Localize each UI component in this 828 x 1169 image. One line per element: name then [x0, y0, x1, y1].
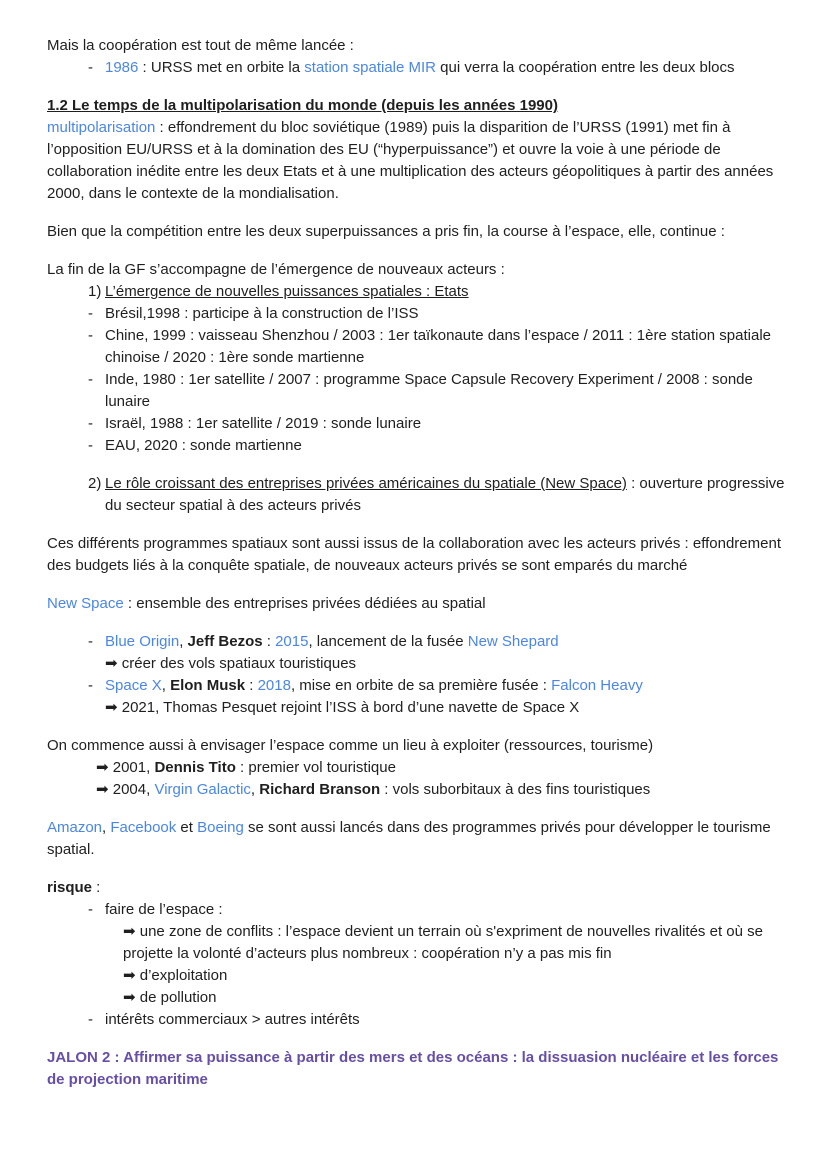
text-segment: 2001, [112, 759, 155, 776]
arrow-item [105, 697, 785, 719]
list-marker: - [88, 305, 93, 322]
arrow-item [105, 653, 785, 675]
doc-link[interactable]: Blue Origin [105, 633, 180, 650]
text-segment: risque [47, 879, 93, 896]
list-marker: - [88, 901, 93, 918]
arrow-icon: ➡ [96, 759, 113, 776]
list-marker: - [88, 327, 93, 344]
section-heading [47, 95, 785, 117]
list-marker: - [88, 59, 93, 76]
doc-link[interactable]: Amazon [47, 819, 103, 836]
text-segment: Israël, 1988 : 1er satellite / 2019 : sonde lunaire [105, 415, 422, 432]
text-segment: : premier vol touristique [235, 759, 396, 776]
text-segment: : ensemble des entreprises privées dédiées au spatial [123, 595, 486, 612]
list-marker: - [88, 633, 93, 650]
text-segment: 1.2 Le temps de la multipolarisation du monde (depuis les années 1990) [47, 97, 558, 114]
paragraph [47, 735, 785, 757]
text-segment: Inde, 1980 : 1er satellite / 2007 : programme Space Capsule Recovery Experiment / 2008 : sonde lunaire [105, 371, 753, 410]
text-segment: de pollution [139, 989, 217, 1006]
blank-line [47, 1031, 785, 1047]
arrow-icon: ➡ [123, 923, 140, 940]
doc-link[interactable]: Space X [105, 677, 162, 694]
doc-link[interactable]: 1986 [105, 59, 139, 76]
list-marker: - [88, 415, 93, 432]
doc-link[interactable]: station spatiale MIR [304, 59, 437, 76]
text-segment: Bien que la compétition entre les deux superpuissances a pris fin, la course à l’espace, elle, continue : [47, 223, 725, 240]
blank-line [47, 861, 785, 877]
doc-link[interactable]: Facebook [110, 819, 177, 836]
list-item [88, 57, 785, 79]
paragraph [47, 877, 785, 899]
paragraph [47, 533, 785, 577]
list-item [88, 325, 785, 369]
text-segment: : [262, 633, 276, 650]
blank-line [47, 517, 785, 533]
text-segment: , lancement de la fusée [308, 633, 468, 650]
blank-line [47, 205, 785, 221]
text-segment: intérêts commerciaux > autres intérêts [105, 1011, 360, 1028]
doc-link[interactable]: 2018 [257, 677, 291, 694]
blank-line [47, 719, 785, 735]
list-item [88, 631, 785, 653]
text-segment: 2004, [112, 781, 155, 798]
list-marker: - [88, 437, 93, 454]
doc-link[interactable]: multipolarisation [47, 119, 156, 136]
text-segment: , [250, 781, 260, 798]
text-segment: : ouverture progressive du secteur spatial à des acteurs privés [105, 475, 785, 514]
paragraph [47, 593, 785, 615]
blank-line [47, 457, 785, 473]
list-item [88, 899, 785, 921]
blank-line [47, 79, 785, 95]
text-segment: créer des vols spatiaux touristiques [121, 655, 357, 672]
list-item [88, 675, 785, 697]
text-segment: : [92, 879, 101, 896]
list-marker: 2) [88, 475, 102, 492]
text-segment: On commence aussi à envisager l’espace comme un lieu à exploiter (ressources, tourisme) [47, 737, 654, 754]
text-segment: : [245, 677, 258, 694]
doc-link[interactable]: Boeing [197, 819, 244, 836]
arrow-icon: ➡ [96, 781, 113, 798]
text-segment: Ces différents programmes spatiaux sont aussi issus de la collaboration avec les acteurs privés : effondrement des budgets liés à la conquête spatiale, de nouveaux acteurs privés se sont emparés du marché [47, 535, 781, 574]
doc-link[interactable]: New Shepard [467, 633, 559, 650]
list-marker: 1) [88, 283, 102, 300]
jalon-heading [47, 1047, 785, 1091]
arrow-icon: ➡ [123, 967, 140, 984]
doc-link[interactable]: 2015 [275, 633, 309, 650]
text-segment: Elon Musk [170, 677, 246, 694]
text-segment: Mais la coopération est tout de même lancée : [47, 37, 354, 54]
paragraph [47, 817, 785, 861]
list-item [88, 473, 785, 517]
text-segment: : URSS met en orbite la [138, 59, 305, 76]
text-segment: , [102, 819, 111, 836]
paragraph [47, 221, 785, 243]
paragraph [47, 35, 785, 57]
list-marker: - [88, 1011, 93, 1028]
blank-line [47, 615, 785, 631]
text-segment: Jeff Bezos [187, 633, 263, 650]
paragraph [47, 117, 785, 205]
arrow-item [96, 757, 785, 779]
text-segment: Richard Branson [259, 781, 381, 798]
list-item [88, 281, 785, 303]
text-segment: , [179, 633, 188, 650]
arrow-icon: ➡ [105, 699, 122, 716]
blank-line [47, 801, 785, 817]
text-segment: 2021, Thomas Pesquet rejoint l’ISS à bord d’une navette de Space X [121, 699, 580, 716]
document-content [47, 35, 785, 1091]
text-segment: EAU, 2020 : sonde martienne [105, 437, 302, 454]
arrow-item [123, 965, 785, 987]
text-segment: et [176, 819, 198, 836]
blank-line [47, 243, 785, 259]
text-segment: Brésil,1998 : participe à la construction de l’ISS [105, 305, 419, 322]
arrow-item [123, 921, 785, 965]
text-segment: Chine, 1999 : vaisseau Shenzhou / 2003 : 1er taïkonaute dans l’espace / 2011 : 1ère station spatiale chinoise / 2020 : 1ère sonde martienne [105, 327, 772, 366]
text-segment: , mise en orbite de sa première fusée : [290, 677, 552, 694]
list-item [88, 413, 785, 435]
text-segment: La fin de la GF s’accompagne de l’émergence de nouveaux acteurs : [47, 261, 505, 278]
text-segment: qui verra la coopération entre les deux blocs [436, 59, 735, 76]
text-segment: une zone de conflits : l’espace devient un terrain où s'expriment de nouvelles rivalités et où se projette la volonté d’acteurs plus nombreux : coopération n’y a pas mis fin [123, 923, 763, 962]
text-segment: faire de l’espace : [105, 901, 223, 918]
arrow-item [96, 779, 785, 801]
list-item [88, 435, 785, 457]
paragraph [47, 259, 785, 281]
list-marker: - [88, 677, 93, 694]
text-segment: , [161, 677, 171, 694]
list-marker: - [88, 371, 93, 388]
arrow-icon: ➡ [105, 655, 122, 672]
blank-line [47, 577, 785, 593]
doc-link[interactable]: Falcon Heavy [551, 677, 643, 694]
text-segment: Dennis Tito [154, 759, 236, 776]
text-segment: d’exploitation [139, 967, 228, 984]
list-item [88, 303, 785, 325]
text-segment: se sont aussi lancés dans des programmes privés pour développer le tourisme spatial. [47, 819, 771, 858]
list-item [88, 369, 785, 413]
text-segment: JALON 2 : Affirmer sa puissance à partir des mers et des océans : la dissuasion nucléaire et les forces de projection maritime [47, 1049, 779, 1088]
doc-link[interactable]: Virgin Galactic [154, 781, 251, 798]
doc-link[interactable]: New Space [47, 595, 124, 612]
text-segment: L’émergence de nouvelles puissances spatiales : Etats [105, 283, 469, 300]
text-segment: : effondrement du bloc soviétique (1989) puis la disparition de l’URSS (1991) met fin à l’opposition EU/URSS et à la domination des EU (“hyperpuissance”) et ouvre la voie à une période de collaboration inédite entre les deux Etats et à une multiplication des acteurs géopolitiques à partir des années 2000, dans le contexte de la mondialisation. [47, 119, 774, 202]
arrow-icon: ➡ [123, 989, 140, 1006]
list-item [88, 1009, 785, 1031]
text-segment: : vols suborbitaux à des fins touristiques [380, 781, 651, 798]
arrow-item [123, 987, 785, 1009]
text-segment: Le rôle croissant des entreprises privées américaines du spatiale (New Space) [105, 475, 627, 492]
